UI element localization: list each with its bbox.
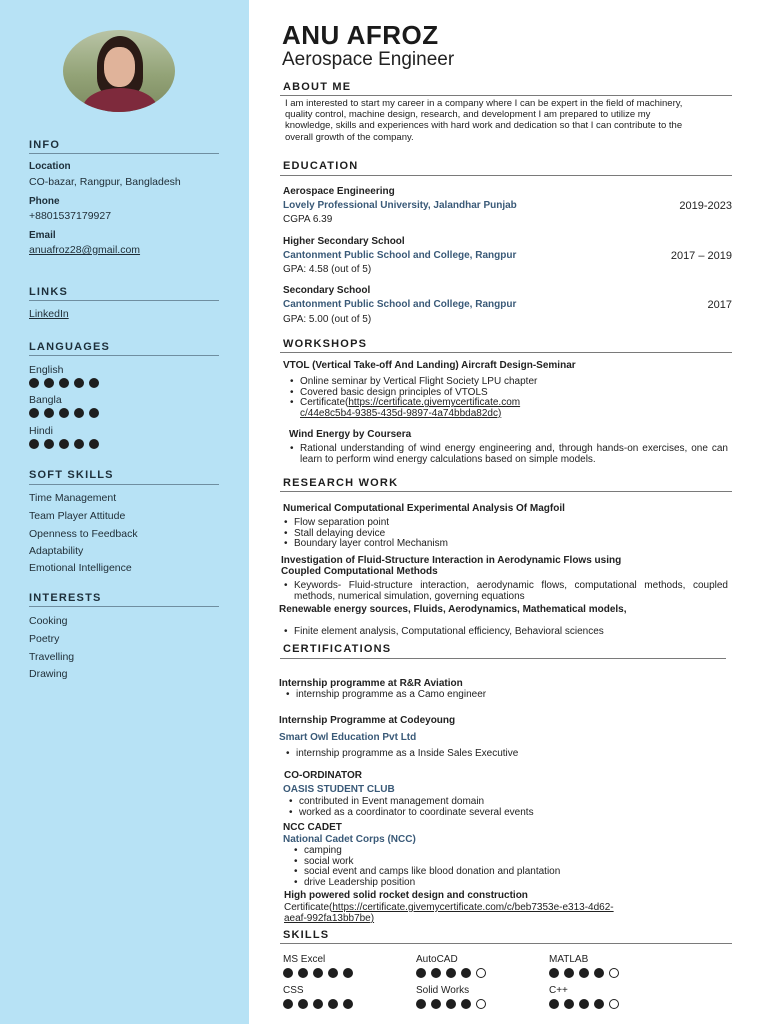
location-label: Location — [29, 161, 71, 172]
certification-title: Internship programme at R&R Aviation — [279, 678, 463, 689]
soft-skills-divider — [29, 484, 219, 485]
workshops-divider — [280, 352, 732, 353]
list-item: • camping — [292, 846, 732, 857]
list-item: • Covered basic design principles of VTOLS — [288, 388, 728, 399]
rating-dot-filled — [313, 999, 323, 1009]
soft-skill-item: Time Management — [29, 492, 117, 504]
skill-rating — [549, 999, 619, 1009]
candidate-title: Aerospace Engineer — [282, 49, 455, 70]
interest-item: Poetry — [29, 633, 60, 645]
rating-dot-filled — [74, 408, 84, 418]
education-grade: GPA: 5.00 (out of 5) — [283, 314, 372, 325]
education-school: Cantonment Public School and College, Rangpur — [283, 250, 517, 261]
rating-dot-filled — [74, 439, 84, 449]
skill-rating — [416, 968, 486, 978]
skill-rating — [283, 999, 353, 1009]
rating-dot-empty — [609, 968, 619, 978]
list-item: • internship programme as a Inside Sales Executive — [284, 749, 724, 760]
research-bullets — [282, 581, 728, 602]
research-divider — [280, 491, 732, 492]
certification-bullets — [284, 690, 724, 701]
education-degree: Aerospace Engineering — [283, 186, 395, 197]
rating-dot-filled — [29, 408, 39, 418]
rating-dot-filled — [564, 968, 574, 978]
certification-title: NCC CADET — [283, 822, 342, 833]
certification-title: High powered solid rocket design and construction — [284, 890, 528, 901]
email-label: Email — [29, 230, 56, 241]
rating-dot-filled — [298, 968, 308, 978]
languages-divider — [29, 355, 219, 356]
linkedin-link[interactable]: LinkedIn — [29, 308, 69, 320]
rating-dot-filled — [44, 378, 54, 388]
about-divider — [280, 95, 732, 96]
language-hindi: Hindi — [29, 425, 53, 437]
education-degree: Higher Secondary School — [283, 236, 405, 247]
workshop-bullets — [288, 444, 728, 465]
rating-dot-filled — [59, 378, 69, 388]
education-years: 2019-2023 — [679, 200, 732, 212]
location-value: CO-bazar, Rangpur, Bangladesh — [29, 176, 181, 188]
languages-heading: LANGUAGES — [29, 341, 111, 353]
research-bullets — [282, 518, 722, 550]
skill-name: MATLAB — [549, 954, 589, 965]
profile-photo — [63, 30, 175, 112]
research-title: Numerical Computational Experimental Analysis Of Magfoil — [283, 503, 565, 514]
list-item: • Online seminar by Vertical Flight Society LPU chapter — [288, 377, 728, 388]
certification-org: National Cadet Corps (NCC) — [283, 834, 416, 845]
workshop-title: Wind Energy by Coursera — [289, 429, 412, 440]
rating-dot-filled — [549, 968, 559, 978]
skill-rating — [416, 999, 486, 1009]
education-heading: EDUCATION — [283, 160, 359, 172]
education-school: Cantonment Public School and College, Rangpur — [283, 299, 517, 310]
rating-dot-filled — [579, 999, 589, 1009]
certificate-link[interactable]: https://certificate.givemycertificate.com/c/beb7353e-e313-4d62- — [332, 902, 614, 913]
list-item: • Keywords- Fluid-structure interaction, aerodynamic flows, computational methods, coupled methods, numerical simulation, governing equations — [282, 581, 728, 602]
language-english-rating — [29, 378, 99, 388]
rating-dot-empty — [609, 999, 619, 1009]
rating-dot-filled — [431, 968, 441, 978]
rating-dot-filled — [564, 999, 574, 1009]
list-item: • Boundary layer control Mechanism — [282, 539, 722, 550]
certification-title: CO-ORDINATOR — [284, 770, 362, 781]
list-item: • social work — [292, 857, 732, 868]
email-link[interactable]: anuafroz28@gmail.com — [29, 244, 141, 256]
skill-rating — [549, 968, 619, 978]
rating-dot-filled — [579, 968, 589, 978]
rating-dot-filled — [328, 999, 338, 1009]
skill-name: CSS — [283, 985, 304, 996]
research-title: Investigation of Fluid-Structure Interaction in Aerodynamic Flows using — [281, 555, 622, 566]
research-bullets — [282, 627, 722, 638]
certificate-prefix: Certificate( — [284, 902, 333, 913]
workshop-title: VTOL (Vertical Take-off And Landing) Aircraft Design-Seminar — [283, 360, 576, 371]
rating-dot-filled — [343, 999, 353, 1009]
certifications-heading: CERTIFICATIONS — [283, 643, 392, 655]
certification-bullets — [287, 797, 727, 818]
research-heading: RESEARCH WORK — [283, 477, 399, 489]
education-grade: CGPA 6.39 — [283, 214, 333, 225]
language-hindi-rating — [29, 439, 99, 449]
rating-dot-filled — [594, 968, 604, 978]
workshop-bullets — [288, 377, 728, 419]
rating-dot-filled — [594, 999, 604, 1009]
rating-dot-filled — [446, 999, 456, 1009]
certification-title: Internship Programme at Codeyoung — [279, 715, 456, 726]
rating-dot-empty — [476, 999, 486, 1009]
soft-skill-item: Team Player Attitude — [29, 510, 126, 522]
about-text: I am interested to start my career in a company where I can be expert in the field of machinery, quality control, machine design, research, and development I am prepared to utilize my knowledge, skills and experiences with hard work and dedication so that I can contribute to the overall growth of the company. — [285, 98, 683, 143]
rating-dot-filled — [44, 408, 54, 418]
rating-dot-empty — [476, 968, 486, 978]
interest-item: Travelling — [29, 651, 75, 663]
info-divider — [29, 153, 219, 154]
links-divider — [29, 300, 219, 301]
phone-value: +8801537179927 — [29, 210, 112, 222]
about-heading: ABOUT ME — [283, 81, 352, 93]
language-english: English — [29, 364, 64, 376]
education-grade: GPA: 4.58 (out of 5) — [283, 264, 372, 275]
rating-dot-filled — [298, 999, 308, 1009]
rating-dot-filled — [283, 999, 293, 1009]
language-bangla: Bangla — [29, 394, 62, 406]
skill-name: AutoCAD — [416, 954, 458, 965]
interests-heading: INTERESTS — [29, 592, 102, 604]
rating-dot-filled — [59, 408, 69, 418]
rating-dot-filled — [431, 999, 441, 1009]
education-divider — [280, 175, 732, 176]
rating-dot-filled — [89, 408, 99, 418]
certification-link-line — [284, 902, 614, 913]
education-years: 2017 – 2019 — [670, 250, 732, 262]
certificate-link[interactable]: https://certificate.givemycertificate.com — [348, 397, 521, 409]
rating-dot-filled — [416, 999, 426, 1009]
rating-dot-filled — [59, 439, 69, 449]
list-item: • worked as a coordinator to coordinate several events — [287, 808, 727, 819]
certifications-divider — [280, 658, 726, 659]
certificate-link-cont[interactable]: c/44e8c5b4-9385-435d-9897-4a74bbda82dc) — [300, 407, 502, 419]
list-item: • drive Leadership position — [292, 878, 732, 889]
education-years: 2017 — [707, 299, 732, 311]
links-heading: LINKS — [29, 286, 68, 298]
soft-skill-item: Openness to Feedback — [29, 528, 138, 540]
rating-dot-filled — [89, 439, 99, 449]
skill-rating — [283, 968, 353, 978]
education-degree: Secondary School — [283, 285, 371, 296]
soft-skill-item: Adaptability — [29, 545, 84, 557]
list-item: • contributed in Event management domain — [287, 797, 727, 808]
interest-item: Drawing — [29, 668, 68, 680]
rating-dot-filled — [461, 968, 471, 978]
certification-org: Smart Owl Education Pvt Ltd — [279, 732, 417, 743]
research-title-cont: Coupled Computational Methods — [281, 566, 438, 577]
rating-dot-filled — [74, 378, 84, 388]
skills-divider — [280, 943, 732, 944]
soft-skill-item: Emotional Intelligence — [29, 562, 132, 574]
list-item: • Rational understanding of wind energy engineering and, through hands-on exercises, one can learn to perform wind energy calculations based on simple models. — [288, 444, 728, 465]
rating-dot-filled — [343, 968, 353, 978]
info-heading: INFO — [29, 139, 61, 151]
rating-dot-filled — [446, 968, 456, 978]
soft-skills-heading: SOFT SKILLS — [29, 469, 114, 481]
candidate-name: ANU AFROZ — [282, 20, 439, 50]
skill-name: C++ — [549, 985, 568, 996]
rating-dot-filled — [89, 378, 99, 388]
skill-name: MS Excel — [283, 954, 326, 965]
rating-dot-filled — [29, 378, 39, 388]
rating-dot-filled — [313, 968, 323, 978]
rating-dot-filled — [549, 999, 559, 1009]
rating-dot-filled — [283, 968, 293, 978]
skill-name: Solid Works — [416, 985, 470, 996]
certification-bullets — [284, 749, 724, 760]
certificate-prefix: Certificate( — [300, 397, 349, 409]
interests-divider — [29, 606, 219, 607]
rating-dot-filled — [461, 999, 471, 1009]
interest-item: Cooking — [29, 615, 68, 627]
phone-label: Phone — [29, 196, 60, 207]
rating-dot-filled — [44, 439, 54, 449]
education-school: Lovely Professional University, Jalandhar Punjab — [283, 200, 517, 211]
sidebar — [0, 0, 249, 1024]
list-item: • Finite element analysis, Computational efficiency, Behavioral sciences — [282, 627, 722, 638]
list-item: • internship programme as a Camo engineer — [284, 690, 724, 701]
list-item: • Stall delaying device — [282, 529, 722, 540]
rating-dot-filled — [29, 439, 39, 449]
research-title: Renewable energy sources, Fluids, Aerodynamics, Mathematical models, — [279, 604, 627, 615]
certificate-link-cont[interactable]: aeaf-992fa13bb7be) — [284, 913, 375, 924]
workshops-heading: WORKSHOPS — [283, 338, 368, 350]
rating-dot-filled — [328, 968, 338, 978]
skills-heading: SKILLS — [283, 929, 330, 941]
list-item: • social event and camps like blood donation and plantation — [292, 867, 732, 878]
list-item — [288, 398, 728, 419]
certification-org: OASIS STUDENT CLUB — [283, 784, 395, 795]
certification-bullets — [292, 846, 732, 888]
rating-dot-filled — [416, 968, 426, 978]
list-item: • Flow separation point — [282, 518, 722, 529]
language-bangla-rating — [29, 408, 99, 418]
